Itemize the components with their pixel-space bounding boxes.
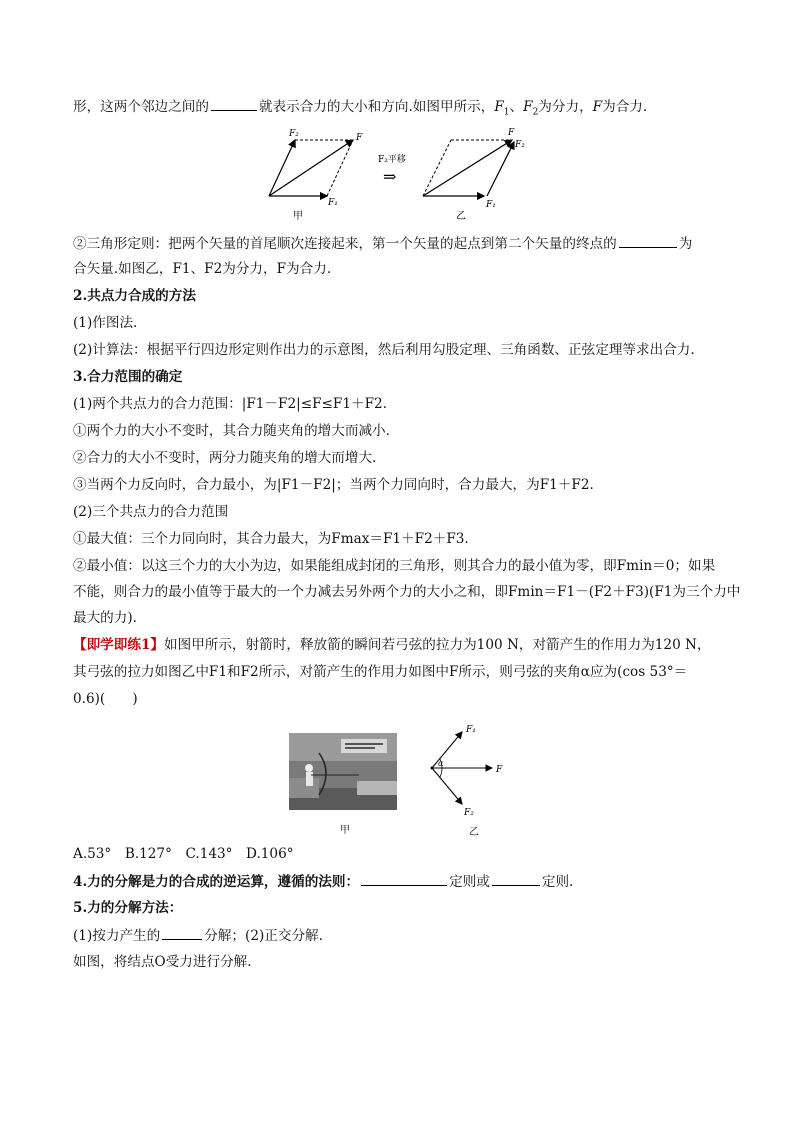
text-line: ②合力的大小不变时，两分力随夹角的增大而增大. [73, 450, 377, 466]
archery-photo [289, 733, 397, 810]
text-segment: 定则或 [449, 874, 490, 890]
text-segment: 如图甲所示，射箭时，释放箭的瞬间若弓弦的拉力为100 N，对箭产生的作用力为120 N， [164, 637, 711, 653]
text-line: (2)三个共点力的合力范围 [73, 504, 229, 520]
text-segment: ②三角形定则：把两个矢量的首尾顺次连接起来，第一个矢量的起点到第二个矢量的终点的 [73, 236, 617, 252]
symbol: F [523, 99, 533, 115]
text-segment: 为分力， [538, 99, 593, 115]
text-line: 如图，将结点O受力进行分解. [73, 954, 252, 970]
label-f2: F₂ [289, 129, 299, 139]
text-segment: 定则. [541, 874, 574, 890]
section-heading: 5.力的分解方法： [73, 900, 183, 916]
text-line: 0.6)( ) [73, 691, 138, 707]
text-line: ③当两个力反向时，合力最小，为|F1－F2|；当两个力同向时，合力最大，为F1＋F2. [73, 477, 594, 493]
text-line: 不能，则合力的最小值等于最大的一个力减去另外两个力的大小之和，即Fmin＝F1－(F2＋F3)(F1为三个力中 [73, 584, 741, 600]
label-f2: F₂ [464, 808, 474, 818]
text-line: ②最小值：以这三个力的大小为边，如果能组成封闭的三角形，则其合力的最小值为零，即Fmin＝0；如果 [73, 558, 716, 574]
text-segment: (1)按力产生的 [73, 928, 161, 944]
label-f: F [508, 128, 515, 138]
fill-blank[interactable] [162, 925, 202, 940]
caption-jia: 甲 [293, 211, 303, 222]
label-f1: F₁ [466, 725, 476, 735]
text-line: (2)计算法：根据平行四边形定则作出力的示意图，然后利用勾股定理、三角函数、正弦定理等求出合力. [73, 342, 695, 358]
text-line: 最大的力). [73, 610, 137, 626]
label-f2: F₂ [515, 140, 525, 150]
text-segment: 4.力的分解是力的合成的逆运算，遵循的法则： [73, 874, 360, 890]
fill-blank[interactable] [492, 871, 540, 886]
label-alpha: α [438, 759, 444, 768]
text-line: 合矢量.如图乙，F1、F2为分力，F为合力. [73, 261, 332, 277]
exercise-line [73, 635, 711, 655]
archery-photo-image [289, 733, 397, 810]
text-line: (1)作图法. [73, 315, 138, 331]
section-heading: 2.共点力合成的方法 [73, 288, 196, 304]
label-f: F [496, 765, 503, 775]
fill-blank[interactable] [361, 871, 447, 886]
label-f1: F₁ [486, 200, 496, 210]
photo-caption: 甲 [340, 825, 350, 836]
label-f1: F₁ [328, 198, 338, 208]
fill-blank[interactable] [211, 96, 257, 111]
fill-blank[interactable] [619, 233, 677, 248]
answer-options: A.53° B.127° C.143° D.106° [73, 846, 294, 862]
label-f: F [356, 133, 363, 143]
text-line [73, 96, 647, 123]
symbol: F [494, 99, 504, 115]
text-segment: 分解；(2)正交分解. [204, 928, 323, 944]
section-heading: 3.合力范围的确定 [73, 369, 183, 385]
symbol: F [592, 99, 603, 115]
text-line: (1)两个共点力的合力范围：|F1－F2|≤F≤F1＋F2. [73, 396, 387, 412]
section-heading [73, 871, 573, 892]
vector-addition-figure [255, 122, 540, 222]
exercise-tag: 【即学即练1】 [73, 637, 165, 653]
text-line: ①最大值：三个力同向时，其合力最大，为Fmax＝F1＋F2＋F3. [73, 531, 469, 547]
translate-label: F₂平移 [378, 155, 406, 165]
text-line: 其弓弦的拉力如图乙中F1和F2所示，对箭产生的作用力如图中F所示，则弓弦的夹角α应为(cos 53°＝ [73, 664, 688, 680]
double-arrow-icon: ⇒ [383, 167, 397, 186]
text-segment: 为 [678, 236, 693, 252]
caption-yi: 乙 [456, 211, 466, 222]
text-segment: 为合力. [602, 99, 648, 115]
diagram-caption: 乙 [469, 827, 479, 838]
parallelogram-diagram [269, 129, 363, 222]
subscript: 1 [503, 107, 510, 118]
triangle-diagram [423, 128, 525, 222]
text-segment: 形，这两个邻边之间的 [73, 99, 209, 115]
text-line [73, 925, 323, 946]
subscript: 2 [532, 107, 539, 118]
text-segment: 就表示合力的大小和方向.如图甲所示， [258, 99, 495, 115]
text-line: ①两个力的大小不变时，其合力随夹角的增大而减小. [73, 423, 390, 439]
bowstring-force-diagram [420, 718, 520, 820]
text-line [73, 233, 692, 254]
text-segment: 、 [509, 99, 524, 115]
